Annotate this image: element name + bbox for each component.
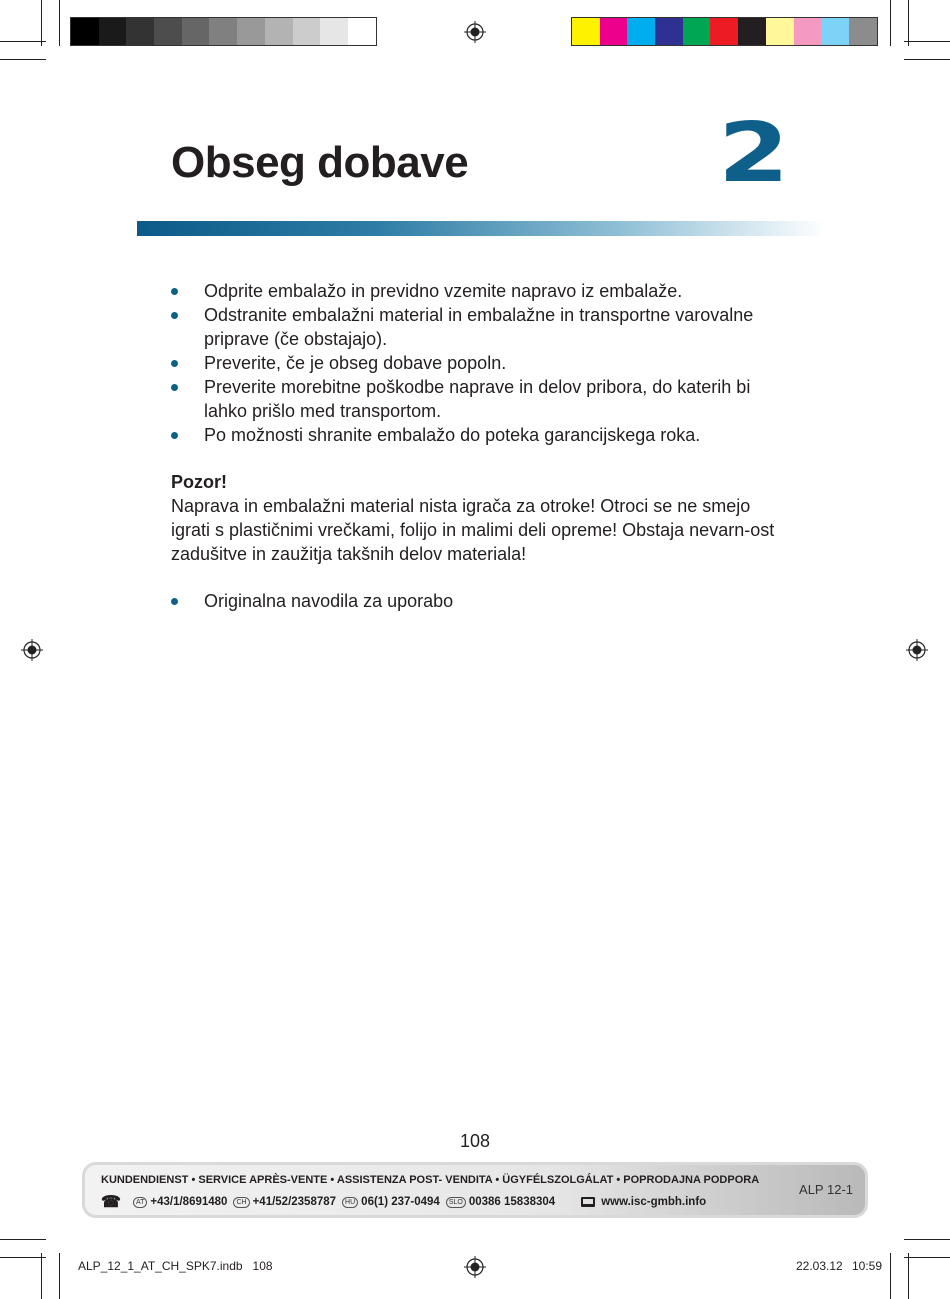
content-section	[171, 279, 786, 447]
phone-icon: ☎	[101, 1194, 121, 1211]
registration-mark-icon	[464, 21, 486, 43]
print-slug-file: ALP_12_1_AT_CH_SPK7.indb 108	[78, 1259, 273, 1273]
list-item: Preverite, če je obseg dobave popoln.	[171, 351, 786, 375]
print-slug-date: 22.03.12	[796, 1259, 843, 1273]
phone-number: +43/1/8691480	[150, 1196, 228, 1208]
bullet-icon	[171, 598, 178, 605]
color-swatch	[600, 18, 628, 45]
service-contacts	[101, 1192, 706, 1212]
heading-gradient-bar	[137, 221, 827, 236]
bullet-icon	[171, 384, 178, 391]
crop-mark	[904, 1257, 950, 1258]
list-item: Originalna navodila za uporabo	[171, 589, 786, 613]
color-swatch	[71, 18, 99, 45]
unpacking-list	[171, 279, 786, 447]
crop-mark	[904, 41, 950, 42]
color-swatch	[794, 18, 822, 45]
warning-title: Pozor!	[171, 472, 227, 492]
color-swatch	[766, 18, 794, 45]
color-swatch	[849, 18, 877, 45]
service-title: KUNDENDIENST • SERVICE APRÈS-VENTE • ASSISTENZA POST- VENDITA • ÜGYFÉLSZOLGÁLAT • POPRODAJNA PODPORA	[101, 1174, 760, 1186]
crop-mark	[908, 0, 909, 46]
registration-mark-icon	[464, 1256, 486, 1278]
color-swatch	[293, 18, 321, 45]
grayscale-swatch-bar	[70, 17, 377, 46]
registration-mark-icon	[21, 639, 43, 661]
crop-mark	[41, 0, 42, 46]
bullet-icon	[171, 288, 178, 295]
color-swatch	[627, 18, 655, 45]
crop-mark	[59, 1253, 60, 1299]
color-swatch	[320, 18, 348, 45]
chapter-number: 2	[718, 106, 790, 201]
list-item: Odstranite embalažni material in embalažne in transportne varovalne priprave (če obstajajo).	[171, 303, 786, 351]
warning-text: Naprava in embalažni material nista igrača za otroke! Otroci se ne smejo igrati s plastičnimi vrečkami, folijo in malimi deli opreme! Obstaja nevarn-ost zadušitve in zaužitja takšnih delov materiala!	[171, 496, 775, 564]
page-number: 108	[459, 1131, 491, 1151]
delivery-list	[171, 589, 786, 613]
registration-mark-icon	[906, 639, 928, 661]
bullet-icon	[171, 360, 178, 367]
bullet-icon	[171, 312, 178, 319]
color-swatch	[237, 18, 265, 45]
content-section	[171, 589, 786, 613]
country-code: HU	[342, 1197, 358, 1208]
color-swatch	[265, 18, 293, 45]
phone-number: 00386 15838304	[468, 1196, 556, 1208]
list-item: Po možnosti shranite embalažo do poteka garancijskega roka.	[171, 423, 786, 447]
country-code: AT	[133, 1197, 147, 1208]
crop-mark	[59, 0, 60, 46]
crop-mark	[0, 1239, 46, 1240]
country-code: CH	[233, 1197, 249, 1208]
page-title: Obseg dobave	[171, 138, 469, 187]
color-swatch	[572, 18, 600, 45]
color-swatch	[99, 18, 127, 45]
crop-mark	[908, 1253, 909, 1299]
color-swatch	[154, 18, 182, 45]
laptop-icon	[581, 1197, 595, 1207]
color-swatch	[821, 18, 849, 45]
crop-mark	[0, 59, 46, 60]
color-swatch	[738, 18, 766, 45]
warning-block	[171, 470, 786, 566]
list-item: Preverite morebitne poškodbe naprave in delov pribora, do katerih bi lahko prišlo med transportom.	[171, 375, 786, 423]
color-swatch	[182, 18, 210, 45]
crop-mark	[0, 41, 46, 42]
service-box	[82, 1162, 868, 1218]
phone-number: +41/52/2358787	[252, 1196, 337, 1208]
crop-mark	[41, 1253, 42, 1299]
model-label: ALP 12-1	[799, 1182, 853, 1197]
color-swatch	[348, 18, 376, 45]
color-swatch-bar	[571, 17, 878, 46]
crop-mark	[890, 1253, 891, 1299]
color-swatch	[209, 18, 237, 45]
print-slug-time: 10:59	[852, 1259, 883, 1273]
bullet-icon	[171, 432, 178, 439]
color-swatch	[655, 18, 683, 45]
color-swatch	[126, 18, 154, 45]
country-code: SLO	[446, 1197, 466, 1208]
crop-mark	[890, 0, 891, 46]
color-swatch	[683, 18, 711, 45]
crop-mark	[0, 1257, 46, 1258]
color-swatch	[710, 18, 738, 45]
list-item: Odprite embalažo in previdno vzemite napravo iz embalaže.	[171, 279, 786, 303]
phone-number: 06(1) 237-0494	[361, 1196, 440, 1208]
website-link[interactable]: www.isc-gmbh.info	[601, 1196, 707, 1208]
crop-mark	[904, 1239, 950, 1240]
crop-mark	[904, 59, 950, 60]
